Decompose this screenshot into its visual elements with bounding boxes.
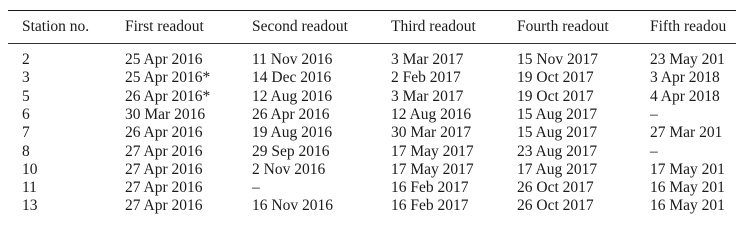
cell-first-readout: 26 Apr 2016 bbox=[125, 124, 203, 142]
cell-fifth-readout: 4 Apr 2018 bbox=[650, 87, 720, 105]
cell-second-readout: 26 Apr 2016 bbox=[252, 105, 330, 123]
cell-third-readout: 16 Feb 2017 bbox=[391, 179, 469, 197]
cell-first-readout: 30 Mar 2016 bbox=[125, 105, 206, 123]
cell-third-readout: 16 Feb 2017 bbox=[391, 197, 469, 215]
cell-station-no: 3 bbox=[22, 69, 30, 87]
cell-second-readout: 11 Nov 2016 bbox=[252, 51, 333, 68]
cell-fourth-readout: 26 Oct 2017 bbox=[517, 197, 594, 215]
header-third-readout: Third readout bbox=[391, 18, 476, 35]
cell-first-readout: 27 Apr 2016 bbox=[125, 179, 203, 197]
cell-fifth-readout: 3 Apr 2018 bbox=[650, 69, 720, 87]
cell-fourth-readout: 15 Nov 2017 bbox=[517, 51, 598, 68]
cell-fourth-readout: 15 Aug 2017 bbox=[517, 124, 598, 142]
cell-station-no: 10 bbox=[22, 160, 38, 178]
cell-station-no: 7 bbox=[22, 124, 30, 142]
cell-station-no: 11 bbox=[22, 179, 37, 197]
header-second-readout: Second readout bbox=[252, 18, 348, 35]
cell-third-readout: 17 May 2017 bbox=[391, 142, 474, 160]
cell-first-readout: 27 Apr 2016 bbox=[125, 160, 203, 178]
cell-fifth-readout: 17 May 201 bbox=[650, 160, 725, 178]
cell-station-no: 13 bbox=[22, 197, 38, 215]
cell-second-readout: 19 Aug 2016 bbox=[252, 124, 333, 142]
header-station-no: Station no. bbox=[22, 18, 90, 35]
cell-second-readout: 2 Nov 2016 bbox=[252, 160, 326, 178]
cell-fifth-readout: 16 May 201 bbox=[650, 197, 725, 215]
cell-second-readout: – bbox=[252, 179, 260, 197]
cell-fourth-readout: 17 Aug 2017 bbox=[517, 160, 598, 178]
cell-fourth-readout: 23 Aug 2017 bbox=[517, 142, 598, 160]
cell-third-readout: 3 Mar 2017 bbox=[391, 51, 464, 68]
cell-fifth-readout: 16 May 201 bbox=[650, 179, 725, 197]
cell-first-readout: 27 Apr 2016 bbox=[125, 197, 203, 215]
cell-third-readout: 12 Aug 2016 bbox=[391, 105, 472, 123]
cell-station-no: 8 bbox=[22, 142, 30, 160]
header-first-readout: First readout bbox=[125, 18, 204, 35]
header-fourth-readout: Fourth readout bbox=[517, 18, 609, 35]
cell-third-readout: 3 Mar 2017 bbox=[391, 87, 464, 105]
cell-third-readout: 30 Mar 2017 bbox=[391, 124, 472, 142]
cell-station-no: 5 bbox=[22, 87, 30, 105]
cell-fourth-readout: 15 Aug 2017 bbox=[517, 105, 598, 123]
header-fifth-readout: Fifth readou bbox=[650, 18, 727, 35]
cell-second-readout: 16 Nov 2016 bbox=[252, 197, 333, 215]
cell-third-readout: 2 Feb 2017 bbox=[391, 69, 461, 87]
cell-fourth-readout: 19 Oct 2017 bbox=[517, 69, 594, 87]
cell-fifth-readout: – bbox=[650, 142, 658, 160]
table-header-rule bbox=[8, 43, 736, 44]
cell-fifth-readout: 23 May 201 bbox=[650, 51, 725, 68]
cell-first-readout: 26 Apr 2016* bbox=[125, 87, 211, 105]
cell-third-readout: 17 May 2017 bbox=[391, 160, 474, 178]
cell-fifth-readout: – bbox=[650, 105, 658, 123]
cell-second-readout: 14 Dec 2016 bbox=[252, 69, 332, 87]
cell-first-readout: 25 Apr 2016 bbox=[125, 51, 203, 68]
cell-fifth-readout: 27 Mar 201 bbox=[650, 124, 723, 142]
cell-second-readout: 12 Aug 2016 bbox=[252, 87, 333, 105]
cell-first-readout: 27 Apr 2016 bbox=[125, 142, 203, 160]
cell-station-no: 6 bbox=[22, 105, 30, 123]
cell-fourth-readout: 19 Oct 2017 bbox=[517, 87, 594, 105]
cell-second-readout: 29 Sep 2016 bbox=[252, 142, 330, 160]
cell-fourth-readout: 26 Oct 2017 bbox=[517, 179, 594, 197]
table-top-rule bbox=[8, 10, 736, 11]
cell-first-readout: 25 Apr 2016* bbox=[125, 69, 211, 87]
cell-station-no: 2 bbox=[22, 51, 30, 68]
